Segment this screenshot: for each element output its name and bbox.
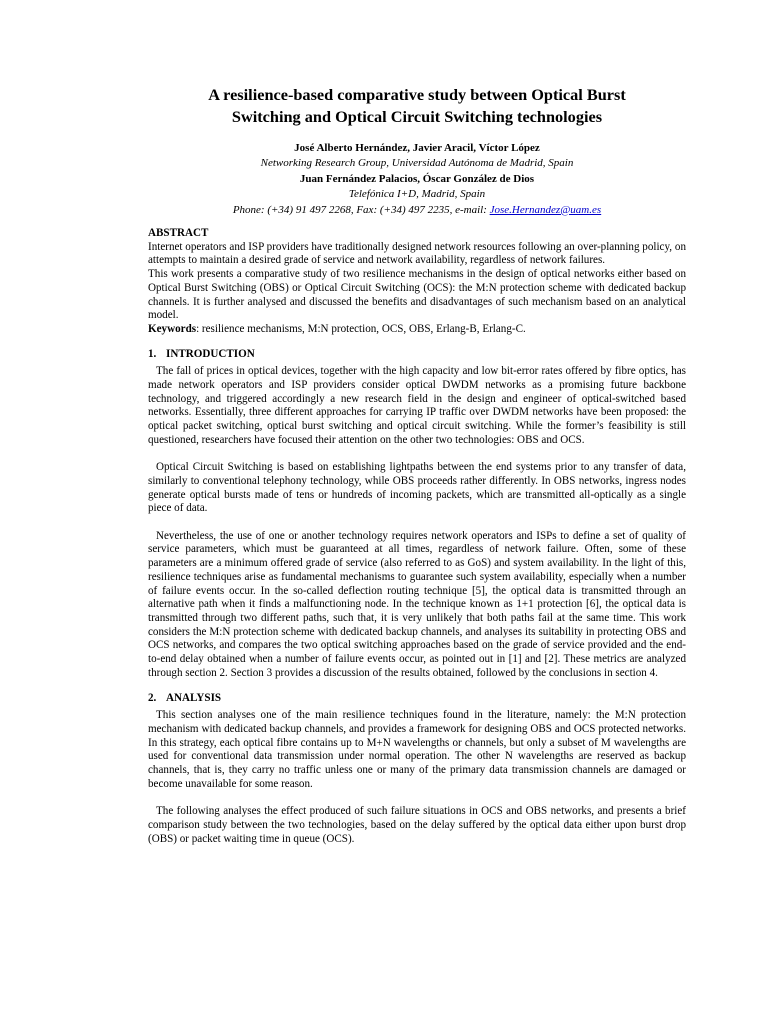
introduction-paragraph-3: Nevertheless, the use of one or another technology requires network operators and ISPs to define a set of quality of service parameters, which must be guaranteed at all times, regardless of network failure. Often, some of these parameters are a minimum offered grade of service (also referred to as GoS) and system availability. In the light of this, resilience techniques arise as fundamental mechanisms to guarantee such system availability, especially when a number of failure events occur. In the so-called deflection routing technique [5], the optical data is transmitted through an alternative path when it finds a malfunctioning node. In the technique known as 1+1 protection [6], the optical data is transmitted through two different paths, such that, it is very unlikely that both paths fail at the same time. This work considers the M:N protection scheme with dedicated backup channels, and analyses its suitability in protecting OBS and OCS networks, and compares the two optical switching approaches based on the grade of service provided and the end-to-end delay obtained when a number of failure events occur, as pointed out in [1] and [2]. These metrics are analyzed through section 2. Section 3 provides a discussion of the results obtained, followed by the conclusions in section 4. (148, 529, 686, 679)
section-number: 2. (148, 691, 157, 704)
author-names-group-1: José Alberto Hernández, Javier Aracil, Víctor López (294, 142, 540, 154)
author-block (148, 141, 686, 218)
keywords-line (148, 323, 686, 337)
analysis-paragraph-2: The following analyses the effect produced of such failure situations in OCS and OBS networks, and presents a brief comparison study between the two technologies, based on the delay suffered by the optical data either upon burst drop (OBS) or packet waiting time in queue (OCS). (148, 805, 686, 845)
section-heading-introduction (148, 348, 686, 362)
section-title: INTRODUCTION (166, 347, 255, 360)
author-names-group-2: Juan Fernández Palacios, Óscar González de Dios (299, 172, 535, 185)
affiliation-group-2: Telefónica I+D, Madrid, Spain (348, 188, 486, 201)
abstract-body (148, 241, 686, 337)
affiliation-group-1: Networking Research Group, Universidad Autónoma de Madrid, Spain (260, 157, 574, 170)
abstract-paragraph-2: This work presents a comparative study of two resilience mechanisms in the design of optical networks either based on Optical Burst Switching (OBS) or Optical Circuit Switching (OCS): the M:N protection scheme with dedicated backup channels. It is further analysed and discussed the benefits and disadvantages of such mechanism based on an analytical model. (148, 268, 686, 322)
section-title: ANALYSIS (166, 691, 222, 704)
introduction-body (148, 365, 686, 680)
keywords-label: Keywords (148, 322, 197, 335)
introduction-paragraph-1: The fall of prices in optical devices, together with the high capacity and low bit-error rates offered by fibre optics, has made network operators and ISP providers consider optical DWDM networks as a promising future backbone technology, and triggered accordingly a new research field in the design and engineer of optical-switched based networks. Essentially, three different approaches for carrying IP traffic over DWDM networks have been proposed: the optical packet switching, optical burst switching and optical circuit switching. While the former’s feasibility is still questioned, researchers have focused their attention on the other two technologies: OBS and OCS. (148, 365, 686, 446)
paper-title-line-1: A resilience-based comparative study between Optical Burst (208, 85, 626, 104)
paper-title (148, 84, 686, 128)
paper-title-line-2: Switching and Optical Circuit Switching technologies (231, 107, 603, 126)
abstract-paragraph-1: Internet operators and ISP providers have traditionally designed network resources following an over-planning policy, on attempts to maintain a desired grade of service and network availability, regardless of network failures. (148, 240, 686, 267)
analysis-paragraph-1: This section analyses one of the main resilience techniques found in the literature, namely: the M:N protection mechanism with dedicated backup channels, and provides a framework for designing OBS and OCS protected networks. In this strategy, each optical fibre contains up to M+N wavelengths or channels, but only a subset of M wavelengths are used for conventional data transmission under normal operation. The other N wavelengths are reserved as backup channels, that is, they carry no traffic unless one or many of the primary data transmission channels are damaged or become unavailable for some reason. (148, 709, 686, 790)
introduction-paragraph-2: Optical Circuit Switching is based on establishing lightpaths between the end systems prior to any transfer of data, similarly to conventional telephony technology, while OBS proceeds rather differently. In OBS networks, ingress nodes generate optical bursts made of tens or hundreds of incoming packets, which are transmitted all-optically as a single piece of data. (148, 461, 686, 515)
analysis-body (148, 709, 686, 846)
contact-line (148, 203, 686, 218)
section-heading-analysis (148, 692, 686, 706)
section-number: 1. (148, 347, 157, 360)
keywords-text: : resilience mechanisms, M:N protection, OCS, OBS, Erlang-B, Erlang-C. (196, 322, 526, 335)
contact-details: Phone: (+34) 91 497 2268, Fax: (+34) 497 2235, e-mail: (232, 203, 490, 216)
abstract-heading: ABSTRACT (148, 227, 209, 240)
email-link[interactable]: Jose.Hernandez@uam.es (489, 203, 602, 216)
